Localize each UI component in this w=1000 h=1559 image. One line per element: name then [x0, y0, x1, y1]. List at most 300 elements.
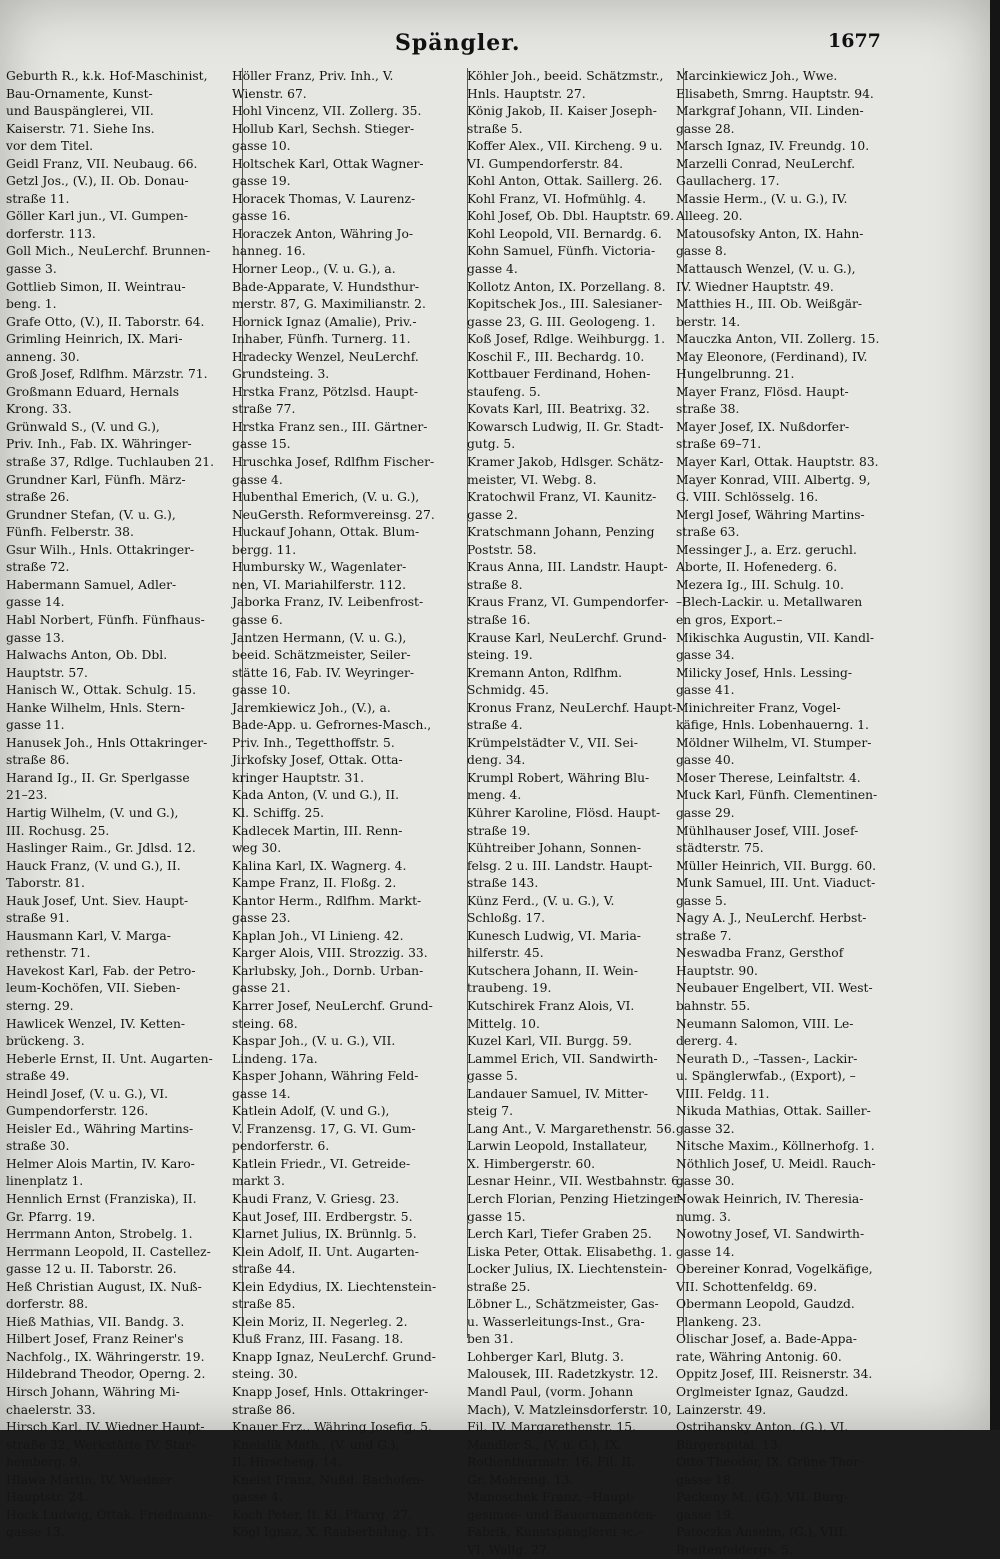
directory-line: straße 26. [6, 490, 70, 505]
directory-line: gasse 2. [467, 507, 518, 522]
directory-line: Krümpelstädter V., VII. Sei- [467, 735, 638, 750]
directory-line: Bau-Ornamente, Kunst- [6, 86, 153, 101]
directory-line: Jaremkiewicz Joh., (V.), a. [232, 700, 391, 715]
directory-line: sterng. 29. [6, 998, 74, 1013]
directory-line: Nachfolg., IX. Währingerstr. 19. [6, 1349, 205, 1364]
directory-line: Möldner Wilhelm, VI. Stumper- [676, 735, 872, 750]
directory-line: straße 7. [676, 928, 732, 943]
directory-line: Kantor Herm., Rdlfhm. Markt- [232, 893, 422, 908]
directory-line: gasse 3. [6, 262, 57, 277]
directory-line: NeuGersth. Reformvereinsg. 27. [232, 507, 435, 522]
directory-line: ben 31. [467, 1332, 514, 1347]
directory-line: Hennlich Ernst (Franziska), II. [6, 1192, 197, 1206]
directory-line: dorferstr. 88. [6, 1297, 89, 1312]
directory-line: Mauczka Anton, VII. Zollerg. 15. [676, 332, 880, 347]
directory-line: Gumpendorferstr. 126. [6, 1104, 149, 1119]
directory-line: Taborstr. 81. [6, 876, 85, 891]
column-1 [6, 68, 243, 1540]
directory-line: Heß Christian August, IX. Nuß- [6, 1279, 202, 1294]
directory-line: gasse 6. [232, 612, 283, 627]
directory-line: en gros, Export.– [676, 612, 783, 627]
directory-line: Kaut Josef, III. Erdbergstr. 5. [232, 1209, 413, 1224]
directory-line: straße 38. [676, 402, 740, 417]
directory-line: Grünwald S., (V. und G.), [6, 419, 160, 434]
directory-line: gasse 15. [232, 437, 291, 452]
directory-line: steig 7. [467, 1104, 513, 1119]
directory-line: Mikischka Augustin, VII. Kandl- [676, 630, 875, 645]
directory-line: Ostrihansky Anton, (G.), VI. [676, 1420, 849, 1435]
directory-line: traubeng. 19. [467, 981, 552, 996]
directory-line: Kohl Leopold, VII. Bernardg. 6. [467, 226, 662, 241]
directory-line: Hirsch Karl, IV. Wiedner Haupt- [6, 1420, 205, 1435]
directory-line: G. VIII. Schlösselg. 16. [676, 490, 819, 505]
directory-line: steing. 68. [232, 1016, 298, 1031]
directory-line: Hungelbrunng. 21. [676, 367, 795, 382]
directory-line: Mayer Franz, Flösd. Haupt- [676, 384, 849, 399]
directory-line: Mayer Josef, IX. Nußdorfer- [676, 419, 850, 434]
directory-line: Groß Josef, Rdlfhm. Märzstr. 71. [6, 367, 208, 382]
directory-line: Nikuda Mathias, Ottak. Sailler- [676, 1104, 871, 1119]
directory-line: Neswadba Franz, Gersthof [676, 946, 844, 961]
directory-line: Hanke Wilhelm, Hnls. Stern- [6, 700, 185, 715]
directory-line: gasse 19. [676, 1507, 735, 1522]
directory-line: straße 25. [467, 1279, 531, 1294]
directory-line: gasse 4. [232, 1490, 283, 1505]
directory-line: Lerch Karl, Tiefer Graben 25. [467, 1227, 652, 1242]
directory-line: Hartig Wilhelm, (V. und G.), [6, 805, 179, 820]
directory-line: gasse 21. [232, 981, 291, 996]
directory-line: Humbursky W., Wagenlater- [232, 560, 407, 575]
directory-line: Katlein Adolf, (V. und G.), [232, 1104, 390, 1119]
directory-line: gasse 23, G. III. Geologeng. 1. [467, 314, 656, 329]
directory-line: Lesnar Heinr., VII. Westbahnstr. 6. [467, 1174, 683, 1189]
directory-line: Bade-Apparate, V. Hundsthur- [232, 279, 419, 294]
directory-line: Grundner Stefan, (V. u. G.), [6, 507, 176, 522]
directory-line: Gr. Mohreng. 13. [467, 1472, 574, 1487]
directory-line: Jantzen Hermann, (V. u. G.), [232, 630, 407, 645]
page-title: Spängler. [395, 30, 521, 56]
directory-line: straße 91. [6, 911, 70, 926]
directory-line: Havekost Karl, Fab. der Petro- [6, 963, 196, 978]
directory-line: nen, VI. Mariahilferstr. 112. [232, 577, 407, 592]
directory-line: Hieß Mathias, VII. Bandg. 3. [6, 1314, 185, 1329]
directory-line: Kratochwil Franz, VI. Kaunitz- [467, 490, 657, 505]
directory-line: Fabrik, Kunstspänglerei ꝛc.– [467, 1525, 644, 1540]
directory-line: Kadlecek Martin, III. Renn- [232, 823, 403, 838]
directory-line: gasse 29. [676, 805, 735, 820]
directory-line: Kronus Franz, NeuLerchf. Haupt- [467, 700, 677, 715]
directory-line: gasse 32. [676, 1121, 735, 1136]
directory-line: Neurath D., –Tassen-, Lackir- [676, 1051, 858, 1066]
directory-line: Lainzerstr. 49. [676, 1402, 767, 1417]
directory-line: Kohl Josef, Ob. Dbl. Hauptstr. 69. [467, 209, 675, 224]
directory-line: II. Hirscheng. 14. [232, 1455, 342, 1470]
directory-line: Lammel Erich, VII. Sandwirth- [467, 1051, 658, 1066]
directory-line: Grimling Heinrich, IX. Mari- [6, 332, 183, 347]
directory-line: Müller Heinrich, VII. Burgg. 60. [676, 858, 877, 873]
directory-line: linenplatz 1. [6, 1174, 84, 1189]
directory-line: Bürgerspital. 13. [676, 1437, 782, 1452]
directory-line: Großmann Eduard, Hernals [6, 384, 180, 399]
directory-line: u. Spänglerwfab., (Export), – [676, 1069, 856, 1084]
directory-line: gasse 8. [676, 244, 727, 259]
directory-line: Hradecky Wenzel, NeuLerchf. [232, 349, 419, 364]
directory-line: Massie Herm., (V. u. G.), IV. [676, 191, 848, 206]
directory-line: gasse 18. [676, 1472, 735, 1487]
directory-line: VII. Schottenfeldg. 69. [676, 1279, 818, 1294]
directory-line: Haslinger Raim., Gr. Jdlsd. 12. [6, 841, 196, 856]
directory-line: Kohn Samuel, Fünfh. Victoria- [467, 244, 656, 259]
directory-line: Marzelli Conrad, NeuLerchf. [676, 156, 856, 171]
directory-line: leum-Kochöfen, VII. Sieben- [6, 981, 181, 996]
directory-line: Horner Leop., (V. u. G.), a. [232, 262, 396, 277]
directory-line: Kramer Jakob, Hdlsger. Schätz- [467, 455, 664, 470]
directory-line: straße 8. [467, 577, 523, 592]
column-2 [232, 68, 468, 1540]
directory-line: Mandl Paul, (vorm. Johann [467, 1385, 634, 1400]
directory-line: Kaspar Joh., (V. u. G.), VII. [232, 1034, 396, 1049]
directory-line: straße 143. [467, 876, 539, 891]
directory-line: VIII. Feldg. 11. [676, 1086, 770, 1101]
directory-line: Huckauf Johann, Ottak. Blum- [232, 525, 420, 540]
directory-line: Muck Karl, Fünfh. Clementinen- [676, 788, 878, 803]
directory-line: Oppitz Josef, III. Reisnerstr. 34. [676, 1367, 873, 1382]
directory-line: Milicky Josef, Hnls. Lessing- [676, 665, 853, 680]
directory-line: Kaiserstr. 71. Siehe Ins. [6, 121, 155, 136]
directory-line: straße 77. [232, 402, 296, 417]
directory-line: straße 4. [467, 718, 523, 733]
directory-line: Kraus Anna, III. Landstr. Haupt- [467, 560, 668, 575]
directory-line: Plankeng. 23. [676, 1314, 762, 1329]
directory-line: Kottbauer Ferdinand, Hohen- [467, 367, 651, 382]
page-number: 1677 [828, 30, 881, 52]
directory-line: Lerch Florian, Penzing Hietzinger- [467, 1192, 684, 1206]
directory-line: Schloßg. 17. [467, 911, 546, 926]
directory-line: u. Wasserleitungs-Inst., Gra- [467, 1314, 645, 1329]
directory-line: Getzl Jos., (V.), II. Ob. Donau- [6, 174, 189, 189]
directory-line: gutg. 5. [467, 437, 516, 452]
directory-line: numg. 3. [676, 1209, 731, 1224]
directory-line: straße 44. [232, 1262, 296, 1277]
directory-line: steing. 30. [232, 1367, 298, 1382]
directory-line: Kremann Anton, Rdlfhm. [467, 665, 623, 680]
directory-line: Kampe Franz, II. Floßg. 2. [232, 876, 397, 891]
directory-line: rate, Währing Antonig. 60. [676, 1349, 842, 1364]
directory-line: Jaborka Franz, IV. Leibenfrost- [232, 595, 424, 610]
directory-line: dorferstr. 113. [6, 226, 96, 241]
directory-line: gasse 5. [676, 893, 727, 908]
directory-line: Kaplan Joh., VI Linieng. 42. [232, 928, 404, 943]
directory-line: käfige, Hnls. Lobenhauerng. 1. [676, 718, 869, 733]
directory-line: gasse 16. [232, 209, 291, 224]
directory-line: gasse 15. [467, 1209, 526, 1224]
directory-line: Matthies H., III. Ob. Weißgär- [676, 297, 863, 312]
directory-line: Hohl Vincenz, VII. Zollerg. 35. [232, 104, 422, 119]
directory-line: Krumpl Robert, Währing Blu- [467, 770, 650, 785]
directory-line: Gaullacherg. 17. [676, 174, 780, 189]
directory-line: Hausmann Karl, V. Marga- [6, 928, 171, 943]
directory-line: Mach), V. Matzleinsdorferstr. 10, [467, 1402, 672, 1417]
directory-line: Nowotny Josef, VI. Sandwirth- [676, 1227, 865, 1242]
directory-line: Neubauer Engelbert, VII. West- [676, 981, 873, 996]
directory-line: Kollotz Anton, IX. Porzellang. 8. [467, 279, 666, 294]
directory-line: 21–23. [6, 788, 48, 803]
directory-line: straße 32, Werkstätte IV. Star- [6, 1437, 196, 1452]
directory-line: Gottlieb Simon, II. Weintrau- [6, 279, 186, 294]
directory-line: straße 16. [467, 612, 531, 627]
directory-line: gasse 34. [676, 648, 735, 663]
directory-line: Hilbert Josef, Franz Reiner's [6, 1332, 184, 1347]
directory-line: straße 63. [676, 525, 740, 540]
directory-line: Mayer Konrad, VIII. Albertg. 9, [676, 472, 871, 487]
directory-line: Koffer Alex., VII. Kircheng. 9 u. [467, 139, 663, 154]
directory-line: bergg. 11. [232, 542, 297, 557]
directory-line: vor dem Titel. [6, 139, 94, 154]
directory-line: Kluß Franz, III. Fasang. 18. [232, 1332, 404, 1347]
directory-line: Künz Ferd., (V. u. G.), V. [467, 893, 615, 908]
directory-line: Heindl Josef, (V. u. G.), VI. [6, 1086, 169, 1101]
directory-line: Landauer Samuel, IV. Mitter- [467, 1086, 649, 1101]
directory-line: Karlubsky, Joh., Dornb. Urban- [232, 963, 424, 978]
directory-line: Löbner L., Schätzmeister, Gas- [467, 1297, 659, 1312]
directory-line: straße 11. [6, 191, 70, 206]
directory-line: Hruschka Josef, Rdlfhm Fischer- [232, 455, 435, 470]
directory-line: Bade-App. u. Gefrornes-Masch., [232, 718, 432, 733]
directory-line: Gsur Wilh., Hnls. Ottakringer- [6, 542, 195, 557]
directory-line: Fil. IV. Margarethenstr. 15. [467, 1420, 636, 1435]
directory-line: Karger Alois, VIII. Strozzig. 33. [232, 946, 428, 961]
directory-line: Kaudi Franz, V. Griesg. 23. [232, 1192, 400, 1206]
directory-line: Aborte, II. Hofenederg. 6. [676, 560, 838, 575]
directory-line: Koch Peter, II. Kl. Pfarrg. 27. [232, 1507, 413, 1522]
directory-line: Habermann Samuel, Adler- [6, 577, 177, 592]
directory-line: bahnstr. 55. [676, 998, 751, 1013]
directory-line: straße 49. [6, 1069, 70, 1084]
directory-line: Markgraf Johann, VII. Linden- [676, 104, 864, 119]
directory-line: Hrstka Franz sen., III. Gärtner- [232, 419, 428, 434]
directory-line: beng. 1. [6, 297, 57, 312]
directory-line: kringer Hauptstr. 31. [232, 770, 365, 785]
directory-line: VI. Gumpendorferstr. 84. [467, 156, 624, 171]
directory-line: Kührer Karoline, Flösd. Haupt- [467, 805, 661, 820]
directory-line: Klein Edydius, IX. Liechtenstein- [232, 1279, 437, 1294]
directory-line: straße 85. [232, 1297, 296, 1312]
directory-line: Hauptstr. 57. [6, 665, 88, 680]
directory-line: chaelerstr. 33. [6, 1402, 96, 1417]
directory-line: Kuzel Karl, VII. Burgg. 59. [467, 1034, 632, 1049]
directory-line: Holtschek Karl, Ottak Wagner- [232, 156, 424, 171]
directory-line: Messinger J., a. Erz. geruchl. [676, 542, 857, 557]
directory-line: Nagy A. J., NeuLerchf. Herbst- [676, 911, 867, 926]
directory-line: Hauptstr. 24. [6, 1490, 88, 1505]
directory-line: Marsch Ignaz, IV. Freundg. 10. [676, 139, 870, 154]
directory-line: straße 5. [467, 121, 523, 136]
directory-line: Kutschera Johann, II. Wein- [467, 963, 638, 978]
directory-line: gasse 14. [676, 1244, 735, 1259]
directory-line: Rothenthurmstr. 16, Fil. II. [467, 1455, 635, 1470]
directory-line: Kalina Karl, IX. Wagnerg. 4. [232, 858, 407, 873]
directory-line: Geidl Franz, VII. Neubaug. 66. [6, 156, 198, 171]
directory-line: Alleeg. 20. [676, 209, 743, 224]
directory-line: Olischar Josef, a. Bade-Appa- [676, 1332, 857, 1347]
directory-line: Grafe Otto, (V.), II. Taborstr. 64. [6, 314, 205, 329]
directory-line: Hauptstr. 90. [676, 963, 758, 978]
directory-line: Minichreiter Franz, Vogel- [676, 700, 841, 715]
directory-line: Wienstr. 67. [232, 86, 307, 101]
directory-line: May Eleonore, (Ferdinand), IV. [676, 349, 868, 364]
directory-line: Larwin Leopold, Installateur, [467, 1139, 648, 1154]
directory-line: Hauck Franz, (V. und G.), II. [6, 858, 181, 873]
directory-line: meng. 4. [467, 788, 522, 803]
directory-line: Goll Mich., NeuLerchf. Brunnen- [6, 244, 211, 259]
directory-line: Elisabeth, Smrng. Hauptstr. 94. [676, 86, 874, 101]
directory-line: gasse 14. [6, 595, 65, 610]
directory-line: Katlein Friedr., VI. Getreide- [232, 1156, 411, 1171]
directory-line: felsg. 2 u. III. Landstr. Haupt- [467, 858, 653, 873]
directory-line: straße 69–71. [676, 437, 762, 452]
directory-line: gasse 10. [232, 683, 291, 698]
directory-line: hilferstr. 45. [467, 946, 544, 961]
directory-line: berstr. 14. [676, 314, 741, 329]
directory-line: Kada Anton, (V. und G.), II. [232, 788, 400, 803]
directory-line: Grundsteing. 3. [232, 367, 330, 382]
directory-line: Habl Norbert, Fünfh. Fünfhaus- [6, 612, 205, 627]
directory-line: Halwachs Anton, Ob. Dbl. [6, 648, 168, 663]
directory-line: Hornick Ignaz (Amalie), Priv.- [232, 314, 417, 329]
directory-line: Knauer Frz., Währing Josefig. 5. [232, 1420, 432, 1435]
directory-line: Gr. Pfarrg. 19. [6, 1209, 96, 1224]
directory-line: Priv. Inh., Fab. IX. Währinger- [6, 437, 192, 452]
directory-line: gasse 13. [6, 1525, 65, 1540]
directory-line: gasse 41. [676, 683, 735, 698]
directory-line: Mühlhauser Josef, VIII. Josef- [676, 823, 859, 838]
directory-line: Munk Samuel, III. Unt. Viaduct- [676, 876, 876, 891]
directory-line: Koschil F., III. Bechardg. 10. [467, 349, 645, 364]
directory-line: Lindeng. 17a. [232, 1051, 318, 1066]
directory-line: Hanusek Joh., Hnls Ottakringer- [6, 735, 208, 750]
directory-line: gasse 28. [676, 121, 735, 136]
directory-line: Liska Peter, Ottak. Elisabethg. 1. [467, 1244, 673, 1259]
directory-line: Helmer Alois Martin, IV. Karo- [6, 1156, 195, 1171]
directory-line: Marcinkiewicz Joh., Wwe. [676, 69, 838, 83]
directory-line: Malousek, III. Radetzkystr. 12. [467, 1367, 659, 1382]
directory-line: Kohl Franz, VI. Hofmühlg. 4. [467, 191, 647, 206]
directory-line: Hollub Karl, Sechsh. Stieger- [232, 121, 415, 136]
directory-line: Lang Ant., V. Margarethenstr. 56. [467, 1121, 676, 1136]
directory-line: Kovats Karl, III. Beatrixg. 32. [467, 402, 650, 417]
directory-line: Koß Josef, Rdlge. Weihburgg. 1. [467, 332, 665, 347]
directory-line: Krause Karl, NeuLerchf. Grund- [467, 630, 667, 645]
directory-line: Kowarsch Ludwig, II. Gr. Stadt- [467, 419, 664, 434]
directory-line: X. Himbergerstr. 60. [467, 1156, 596, 1171]
directory-line: Hirsch Johann, Währing Mi- [6, 1385, 180, 1400]
directory-line: Poststr. 58. [467, 542, 537, 557]
directory-line: Kopitschek Jos., III. Salesianer- [467, 297, 663, 312]
column-4 [676, 68, 906, 1557]
directory-line: Horaczek Anton, Währing Jo- [232, 226, 414, 241]
directory-line: markt 3. [232, 1174, 285, 1189]
directory-line: Schmidg. 45. [467, 683, 549, 698]
directory-line: Fünfh. Felberstr. 38. [6, 525, 134, 540]
directory-line: Kratschmann Johann, Penzing [467, 525, 655, 540]
directory-line: Nitsche Maxim., Köllnerhofg. 1. [676, 1139, 875, 1154]
directory-line: stätte 16, Fab. IV. Weyringer- [232, 665, 415, 680]
directory-line: III. Rochusg. 25. [6, 823, 110, 838]
page-edge-shadow [990, 0, 1000, 1430]
directory-line: straße 86. [6, 753, 70, 768]
directory-line: beeid. Schätzmeister, Seiler- [232, 648, 411, 663]
directory-line: Klarnet Julius, IX. Brünnlg. 5. [232, 1227, 417, 1242]
directory-line: gasse 11. [6, 718, 65, 733]
directory-line: VI. Wallg. 27. [467, 1542, 551, 1557]
directory-line: Locker Julius, IX. Liechtenstein- [467, 1262, 668, 1277]
directory-line: und Bauspänglerei, VII. [6, 104, 154, 119]
directory-line: gesimse- und Bauornamenten- [467, 1507, 658, 1522]
directory-line: weg 30. [232, 841, 282, 856]
directory-line: Kasper Johann, Währing Feld- [232, 1069, 419, 1084]
directory-line: rethenstr. 71. [6, 946, 91, 961]
directory-line: straße 19. [467, 823, 531, 838]
directory-line: IV. Wiedner Hauptstr. 49. [676, 279, 834, 294]
directory-line: straße 86. [232, 1402, 296, 1417]
directory-line: Grundner Karl, Fünfh. März- [6, 472, 186, 487]
directory-line: gasse 4. [467, 262, 518, 277]
directory-line: anneng. 30. [6, 349, 80, 364]
directory-line: Mezera Ig., III. Schulg. 10. [676, 577, 844, 592]
directory-line: Geburth R., k.k. Hof-Maschinist, [6, 69, 208, 83]
directory-line: Klein Moriz, II. Negerleg. 2. [232, 1314, 408, 1329]
directory-line: Moser Therese, Leinfaltstr. 4. [676, 770, 861, 785]
directory-line: pendorferstr. 6. [232, 1139, 330, 1154]
directory-line: gasse 5. [467, 1069, 518, 1084]
directory-line: Packeny M., (G.), VII. Burg- [676, 1490, 848, 1505]
directory-line: gasse 40. [676, 753, 735, 768]
directory-line: Kl. Schiffg. 25. [232, 805, 325, 820]
directory-line: Hanisch W., Ottak. Schulg. 15. [6, 683, 197, 698]
directory-line: straße 30. [6, 1139, 70, 1154]
directory-line: Hawlicek Wenzel, IV. Ketten- [6, 1016, 186, 1031]
directory-line: Harand Ig., II. Gr. Sperlgasse [6, 770, 190, 785]
directory-line: Breitenfeldergs. 5. [676, 1542, 793, 1557]
directory-line: meister, VI. Webg. 8. [467, 472, 597, 487]
directory-line: gasse 19. [232, 174, 291, 189]
page-header [0, 28, 990, 68]
directory-line: Mattausch Wenzel, (V. u. G.), [676, 262, 856, 277]
directory-line: Matousofsky Anton, IX. Hahn- [676, 226, 864, 241]
directory-line: Hlawa Martin, IV. Wiedner [6, 1472, 173, 1487]
directory-line: –Blech-Lackir. u. Metallwaren [676, 595, 863, 610]
directory-line: Hubenthal Emerich, (V. u. G.), [232, 490, 420, 505]
directory-line: Herrmann Anton, Strobelg. 1. [6, 1227, 193, 1242]
directory-line: deng. 34. [467, 753, 526, 768]
directory-line: Göller Karl jun., VI. Gumpen- [6, 209, 188, 224]
directory-columns [6, 68, 982, 1557]
directory-line: Klein Adolf, II. Unt. Augarten- [232, 1244, 419, 1259]
directory-line: dererg. 4. [676, 1034, 738, 1049]
directory-line: Hock Ludwig, Ottak. Friedmann- [6, 1507, 212, 1522]
directory-line: städterstr. 75. [676, 841, 764, 856]
directory-line: hanneg. 16. [232, 244, 306, 259]
directory-line: Kutschirek Franz Alois, VI. [467, 998, 635, 1013]
directory-line: Kohl Anton, Ottak. Saillerg. 26. [467, 174, 663, 189]
directory-line: Heberle Ernst, II. Unt. Augarten- [6, 1051, 213, 1066]
directory-line: Inhaber, Fünfh. Turnerg. 11. [232, 332, 411, 347]
directory-line: merstr. 87, G. Maximilianstr. 2. [232, 297, 426, 312]
directory-line: Kühtreiber Johann, Sonnen- [467, 841, 641, 856]
directory-line: Hrstka Franz, Pötzlsd. Haupt- [232, 384, 418, 399]
directory-line: gasse 30. [676, 1174, 735, 1189]
directory-line: Obermann Leopold, Gaudzd. [676, 1297, 855, 1312]
